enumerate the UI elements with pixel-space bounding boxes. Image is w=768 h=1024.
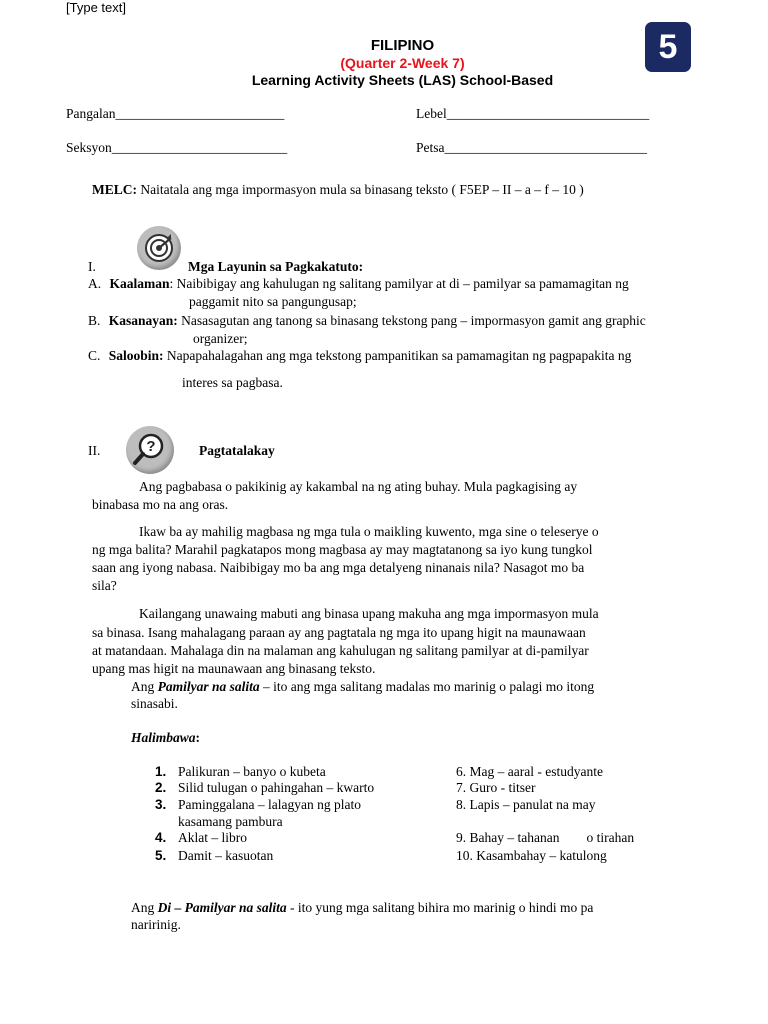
paragraph2-line3: saan ang iyong nabasa. Naibibigay mo ba ang mga detalyeng ninanais nila? Nasagot mo ba — [92, 560, 585, 575]
pangalan-field[interactable]: Pangalan_________________________ — [66, 106, 285, 121]
question-magnifier-icon — [126, 426, 174, 474]
objective-b — [88, 313, 646, 329]
example-4-number: 4. — [155, 830, 167, 845]
objective-c-letter: C. — [88, 348, 101, 363]
example-2-text: Silid tulugan o pahingahan – kwarto — [178, 780, 375, 795]
objective-b-letter: B. — [88, 313, 101, 328]
paragraph2-line1: Ikaw ba ay mahilig magbasa ng mga tula o maikling kuwento, mga sine o teleserye o — [139, 524, 599, 539]
example-3-number: 3. — [155, 797, 167, 812]
objective-a — [88, 276, 629, 292]
section2-title: Pagtatalakay — [199, 443, 275, 458]
example-3-text: Paminggalana – lalagyan ng plato — [178, 797, 361, 812]
halimbawa-colon: : — [195, 730, 201, 745]
objective-c — [88, 348, 631, 364]
objective-b-cont: organizer; — [193, 331, 248, 346]
objective-a-letter: A. — [88, 276, 102, 291]
paragraph3-line3: at matandaan. Mahalaga din na malaman ang kahulugan ng salitang pamilyar at di-pamilyar — [92, 643, 589, 658]
example-3-cont: kasamang pambura — [178, 814, 283, 829]
example-8: 8. Lapis – panulat na may — [456, 797, 596, 812]
objective-b-label: Kasanayan: — [108, 313, 178, 328]
melc-text: Naitatala ang mga impormasyon mula sa binasang teksto ( F5EP – II – a – f – 10 ) — [137, 182, 584, 197]
melc-label: MELC: — [92, 182, 137, 197]
example-9: 9. Bahay – tahanan o tirahan — [456, 830, 635, 845]
halimbawa-label: Halimbawa — [131, 730, 196, 745]
paragraph1-line1: Ang pagbabasa o pakikinig ay kakambal na ng ating buhay. Mula pagkagising ay — [139, 479, 578, 494]
objective-a-cont: paggamit nito sa pangungusap; — [189, 294, 357, 309]
header-note: [Type text] — [66, 0, 126, 15]
pamilyar-term: Pamilyar na salita — [157, 679, 260, 694]
di-pamilyar-pre: Ang — [131, 900, 158, 915]
paragraph1-line2: binabasa mo na ang oras. — [92, 497, 229, 512]
objective-b-text: Nasasagutan ang tanong sa binasang tekstong pang – impormasyon gamit ang graphic — [177, 313, 646, 328]
di-pamilyar-definition — [131, 900, 593, 916]
example-1-number: 1. — [155, 764, 167, 779]
section2-numeral: II. — [88, 443, 101, 458]
subject-title: FILIPINO — [370, 37, 435, 54]
example-10: 10. Kasambahay – katulong — [456, 848, 607, 863]
section1-title: Mga Layunin sa Pagkakatuto: — [188, 259, 364, 274]
di-pamilyar-definition-cont: naririnig. — [131, 917, 181, 932]
example-7: 7. Guro - titser — [456, 780, 536, 795]
quarter-label: (Quarter 2-Week 7) — [340, 55, 465, 71]
di-pamilyar-term: Di – Pamilyar na salita — [157, 900, 287, 915]
example-6: 6. Mag – aaral - estudyante — [456, 764, 603, 779]
example-5-text: Damit – kasuotan — [178, 848, 274, 863]
svg-text:?: ? — [146, 438, 156, 455]
paragraph3-line4: upang mas higit na maunawaan ang binasang teksto. — [92, 661, 376, 676]
pamilyar-definition-cont: sinasabi. — [131, 696, 178, 711]
lebel-field[interactable]: Lebel______________________________ — [416, 106, 650, 121]
objective-a-label: Kaalaman — [109, 276, 170, 291]
pamilyar-pre: Ang — [131, 679, 158, 694]
section1-numeral: I. — [88, 259, 96, 274]
example-1-text: Palikuran – banyo o kubeta — [178, 764, 326, 779]
seksyon-field[interactable]: Seksyon__________________________ — [66, 140, 288, 155]
objective-c-text: Napapahalagahan ang mga tekstong pampanitikan sa pamamagitan ng pagpapakita ng — [163, 348, 632, 363]
example-2-number: 2. — [155, 780, 167, 795]
objective-a-text: : Naibibigay ang kahulugan ng salitang pamilyar at di – pamilyar sa pamamagitan ng — [169, 276, 629, 291]
grade-badge: 5 — [645, 22, 691, 72]
halimbawa-heading — [131, 730, 200, 746]
paragraph3-line1: Kailangang unawaing mabuti ang binasa upang makuha ang mga impormasyon mula — [139, 606, 599, 621]
paragraph2-line4: sila? — [92, 578, 117, 593]
paragraph2-line2: ng mga balita? Marahil pagkatapos mong magbasa ay may magtatanong sa iyo kung tungkol — [92, 542, 593, 557]
pamilyar-definition — [131, 679, 594, 695]
paragraph3-line2: sa binasa. Isang mahalagang paraan ay ang pagtatala ng mga ito upang higit na maunawaan — [92, 625, 586, 640]
objective-c-label: Saloobin: — [108, 348, 164, 363]
objective-c-cont: interes sa pagbasa. — [182, 375, 283, 390]
example-5-number: 5. — [155, 848, 167, 863]
di-pamilyar-post: - ito yung mga salitang bihira mo marinig o hindi mo pa — [286, 900, 594, 915]
target-icon — [137, 226, 181, 270]
pamilyar-post: – ito ang mga salitang madalas mo marinig o palagi mo itong — [259, 679, 595, 694]
example-4-text: Aklat – libro — [178, 830, 247, 845]
melc — [92, 182, 584, 198]
petsa-field[interactable]: Petsa______________________________ — [416, 140, 647, 155]
sheet-title: Learning Activity Sheets (LAS) School-Based — [251, 72, 554, 88]
